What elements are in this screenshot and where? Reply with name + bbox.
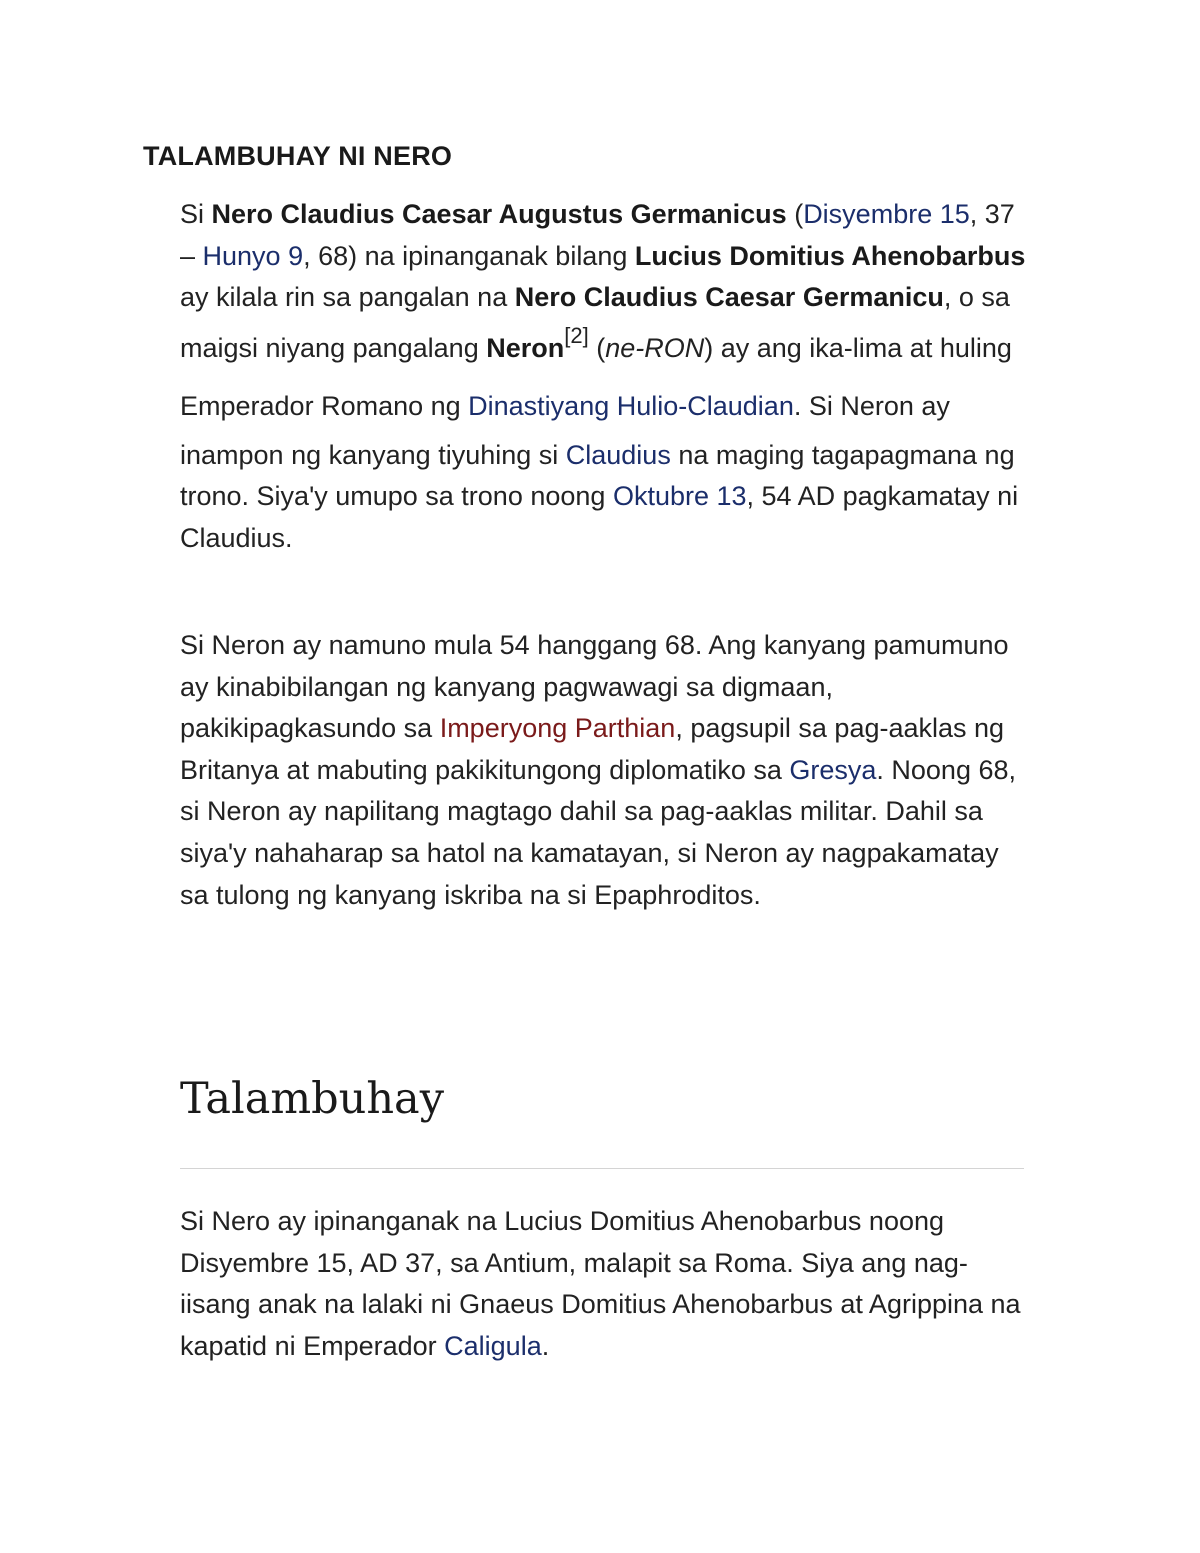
link-caligula[interactable]: Caligula — [444, 1330, 542, 1361]
link-birth-date[interactable]: Disyembre 15 — [803, 199, 970, 229]
section-heading: Talambuhay — [180, 1074, 444, 1124]
name-full: Nero Claudius Caesar Augustus Germanicus — [211, 199, 787, 229]
link-gresya[interactable]: Gresya — [789, 754, 877, 785]
reign-paragraph: Si Neron ay namuno mula 54 hanggang 68. Ang kanyang pamumuno ay kinabibilangan ng kanyang pagwawagi sa digmaan, pakikipagkasundo sa Imperyong Parthian, pagsupil sa pag-aaklas ng Britanya at mabuting pakikitungong diplomatiko sa Gresya. Noong 68, si Neron ay napilitang magtago dahil sa pag-aaklas militar. Dahil sa siya'y nahaharap sa hatol na kamatayan, si Neron ay nagpakamatay sa tulong ng kanyang iskriba na si Epaphroditos. — [180, 630, 1016, 910]
link-accession-date[interactable]: Oktubre 13 — [612, 481, 747, 512]
document-title: TALAMBUHAY NI NERO — [143, 141, 453, 171]
name-short: Neron — [486, 332, 565, 363]
link-claudius[interactable]: Claudius — [565, 439, 671, 470]
link-dynasty[interactable]: Dinastiyang Hulio-Claudian — [468, 390, 794, 421]
footnote-ref[interactable]: [2] — [564, 322, 589, 348]
pronunciation: ne-RON — [605, 332, 705, 363]
link-death-date[interactable]: Hunyo 9 — [202, 240, 304, 271]
link-imperyong-parthian[interactable]: Imperyong Parthian — [439, 713, 676, 744]
name-birth: Lucius Domitius Ahenobarbus — [634, 240, 1026, 271]
section-divider — [180, 1168, 1024, 1169]
intro-paragraph: Si Nero Claudius Caesar Augustus Germanicus (Disyembre 15, 37 – Hunyo 9, 68) na ipinanganak bilang Lucius Domitius Ahenobarbus ay kilala rin sa pangalan na Nero Claudius Caesar Germanicu, o sa maigsi niyang pangalang Neron[2] (ne-RON) ay ang ika-lima at huling Emperador Romano ng Dinastiyang Hulio-Claudian. Si Neron ay inampon ng kanyang tiyuhing si Claudius na maging tagapagmana ng trono. Siya'y umupo sa trono noong Oktubre 13, 54 AD pagkamatay ni Claudius. — [180, 199, 1026, 553]
biography-paragraph: Si Nero ay ipinanganak na Lucius Domitius Ahenobarbus noong Disyembre 15, AD 37, sa Antium, malapit sa Roma. Siya ang nag-iisang anak na lalaki ni Gnaeus Domitius Ahenobarbus at Agrippina na kapatid ni Emperador Caligula. — [180, 1206, 1021, 1361]
name-alt: Nero Claudius Caesar Germanicu — [514, 282, 944, 313]
